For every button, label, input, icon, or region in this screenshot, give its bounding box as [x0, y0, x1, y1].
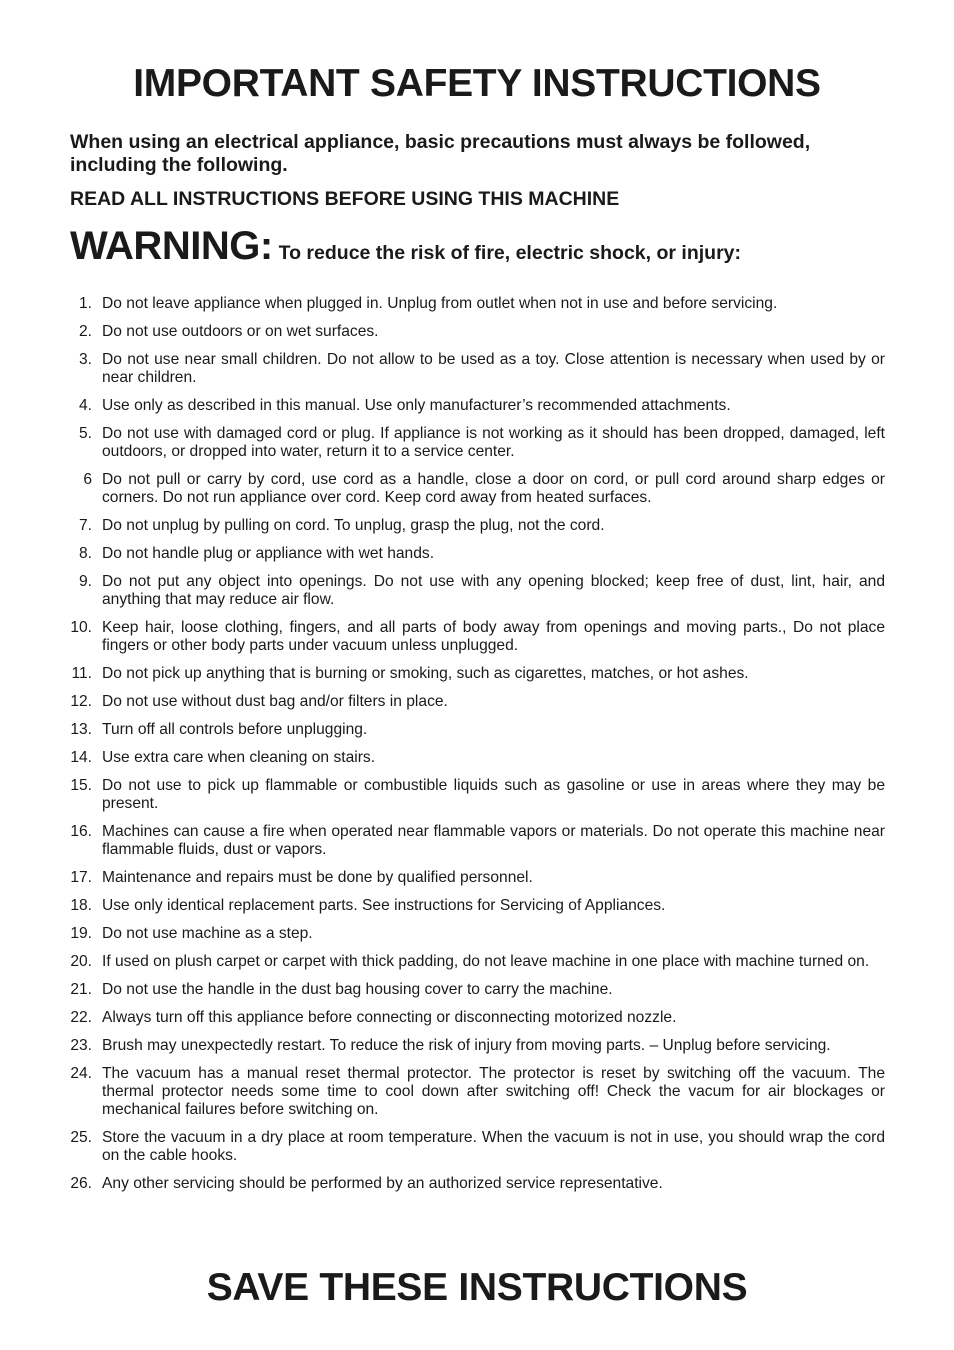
list-item	[62, 1009, 885, 1027]
list-item-text: Use only identical replacement parts. See instructions for Servicing of Appliances.	[102, 897, 666, 914]
list-item	[62, 953, 885, 971]
list-item-text: Always turn off this appliance before connecting or disconnecting motorized nozzle.	[102, 1009, 677, 1026]
warning-heading	[70, 224, 741, 269]
list-item-number: 25.	[70, 1129, 92, 1146]
list-item	[62, 295, 885, 313]
list-item-number: 10.	[70, 619, 92, 636]
list-item	[62, 721, 885, 739]
list-item-number: 8.	[78, 545, 92, 562]
read-all-notice: READ ALL INSTRUCTIONS BEFORE USING THIS MACHINE	[70, 188, 620, 210]
list-item	[62, 619, 885, 655]
list-item-text: Any other servicing should be performed by an authorized service representative.	[102, 1175, 663, 1192]
list-item-text: Turn off all controls before unplugging.	[102, 721, 368, 738]
list-item	[62, 897, 885, 915]
instruction-list	[62, 295, 885, 1203]
list-item-number: 2.	[78, 323, 92, 340]
list-item	[62, 777, 885, 813]
list-item-number: 12.	[70, 693, 92, 710]
list-item-number: 20.	[70, 953, 92, 970]
list-item-text: Store the vacuum in a dry place at room temperature. When the vacuum is not in use, you should wrap the cord on the cable hooks.	[102, 1129, 885, 1164]
list-item	[62, 1065, 885, 1119]
list-item-text: Do not use to pick up flammable or combustible liquids such as gasoline or use in areas where they may be present.	[102, 777, 885, 812]
list-item-number: 3.	[78, 351, 92, 368]
warning-label: WARNING:	[70, 224, 273, 268]
warning-subtitle: To reduce the risk of fire, electric shock, or injury:	[278, 242, 741, 264]
list-item	[62, 981, 885, 999]
list-item-number: 7.	[78, 517, 92, 534]
footer-title: SAVE THESE INSTRUCTIONS	[206, 1266, 748, 1309]
list-item-text: Do not handle plug or appliance with wet hands.	[102, 545, 435, 562]
list-item-number: 15.	[70, 777, 92, 794]
list-item-number: 22.	[70, 1009, 92, 1026]
list-item-number: 17.	[70, 869, 92, 886]
list-item-text: Do not pull or carry by cord, use cord as a handle, close a door on cord, or pull cord around sharp edges or corners. Do not run appliance over cord. Keep cord away from heated surfaces.	[102, 471, 885, 506]
list-item	[62, 1175, 885, 1193]
list-item	[62, 573, 885, 609]
list-item-text: Maintenance and repairs must be done by qualified personnel.	[102, 869, 533, 886]
list-item	[62, 1129, 885, 1165]
list-item-text: Do not use with damaged cord or plug. If appliance is not working as it should has been dropped, damaged, left outdoors, or dropped into water, return it to a service center.	[102, 425, 885, 460]
list-item-text: Do not pick up anything that is burning or smoking, such as cigarettes, matches, or hot ashes.	[102, 665, 749, 682]
list-item-number: 26.	[70, 1175, 92, 1192]
list-item-number: 23.	[70, 1037, 92, 1054]
list-item-text: Do not use without dust bag and/or filters in place.	[102, 693, 448, 710]
list-item-text: Do not leave appliance when plugged in. Unplug from outlet when not in use and before servicing.	[102, 295, 778, 312]
list-item-text: Do not use machine as a step.	[102, 925, 313, 942]
list-item	[62, 1037, 885, 1055]
list-item-text: Do not put any object into openings. Do not use with any opening blocked; keep free of dust, lint, hair, and anything that may reduce air flow.	[102, 573, 885, 608]
list-item-number: 13.	[70, 721, 92, 738]
list-item-number: 24.	[70, 1065, 92, 1082]
list-item-text: Use extra care when cleaning on stairs.	[102, 749, 376, 766]
list-item-number: 19.	[70, 925, 92, 942]
page-title: IMPORTANT SAFETY INSTRUCTIONS	[133, 62, 821, 105]
list-item	[62, 665, 885, 683]
list-item-text: If used on plush carpet or carpet with thick padding, do not leave machine in one place with machine turned on.	[102, 953, 870, 970]
list-item	[62, 925, 885, 943]
list-item	[62, 351, 885, 387]
list-item	[62, 425, 885, 461]
list-item	[62, 397, 885, 415]
list-item-text: Brush may unexpectedly restart. To reduce the risk of injury from moving parts. – Unplug before servicing.	[102, 1037, 831, 1054]
list-item-number: 16.	[70, 823, 92, 840]
list-item	[62, 471, 885, 507]
list-item-text: Machines can cause a fire when operated near flammable vapors or materials. Do not operate this machine near flammable fluids, dust or vapors.	[102, 823, 885, 858]
list-item	[62, 749, 885, 767]
list-item-number: 18.	[70, 897, 92, 914]
list-item	[62, 517, 885, 535]
list-item-text: Do not unplug by pulling on cord. To unplug, grasp the plug, not the cord.	[102, 517, 605, 534]
list-item-text: Do not use outdoors or on wet surfaces.	[102, 323, 379, 340]
list-item	[62, 823, 885, 859]
list-item-number: 14.	[70, 749, 92, 766]
list-item-number: 4.	[78, 397, 92, 414]
list-item-text: Do not use the handle in the dust bag housing cover to carry the machine.	[102, 981, 613, 998]
list-item-text: Use only as described in this manual. Use only manufacturer’s recommended attachments.	[102, 397, 731, 414]
list-item	[62, 323, 885, 341]
list-item-number: 5.	[78, 425, 92, 442]
list-item-text: Keep hair, loose clothing, fingers, and all parts of body away from openings and moving parts., Do not place fingers or other body parts under vacuum unless unplugged.	[102, 619, 885, 654]
intro-text: When using an electrical appliance, basic precautions must always be followed, including the following.	[70, 131, 811, 176]
list-item	[62, 693, 885, 711]
list-item-text: The vacuum has a manual reset thermal protector. The protector is reset by switching off the vacuum. The thermal protector needs some time to cool down after switching off! Check the vacum for air blockages or mechanical failures before switching on.	[102, 1065, 885, 1118]
list-item-number: 21.	[70, 981, 92, 998]
list-item-text: Do not use near small children. Do not allow to be used as a toy. Close attention is necessary when used by or near children.	[102, 351, 885, 386]
list-item-number: 6	[83, 471, 92, 488]
list-item-number: 9.	[78, 573, 92, 590]
list-item	[62, 545, 885, 563]
list-item-number: 1.	[78, 295, 92, 312]
list-item	[62, 869, 885, 887]
list-item-number: 11.	[71, 665, 92, 682]
